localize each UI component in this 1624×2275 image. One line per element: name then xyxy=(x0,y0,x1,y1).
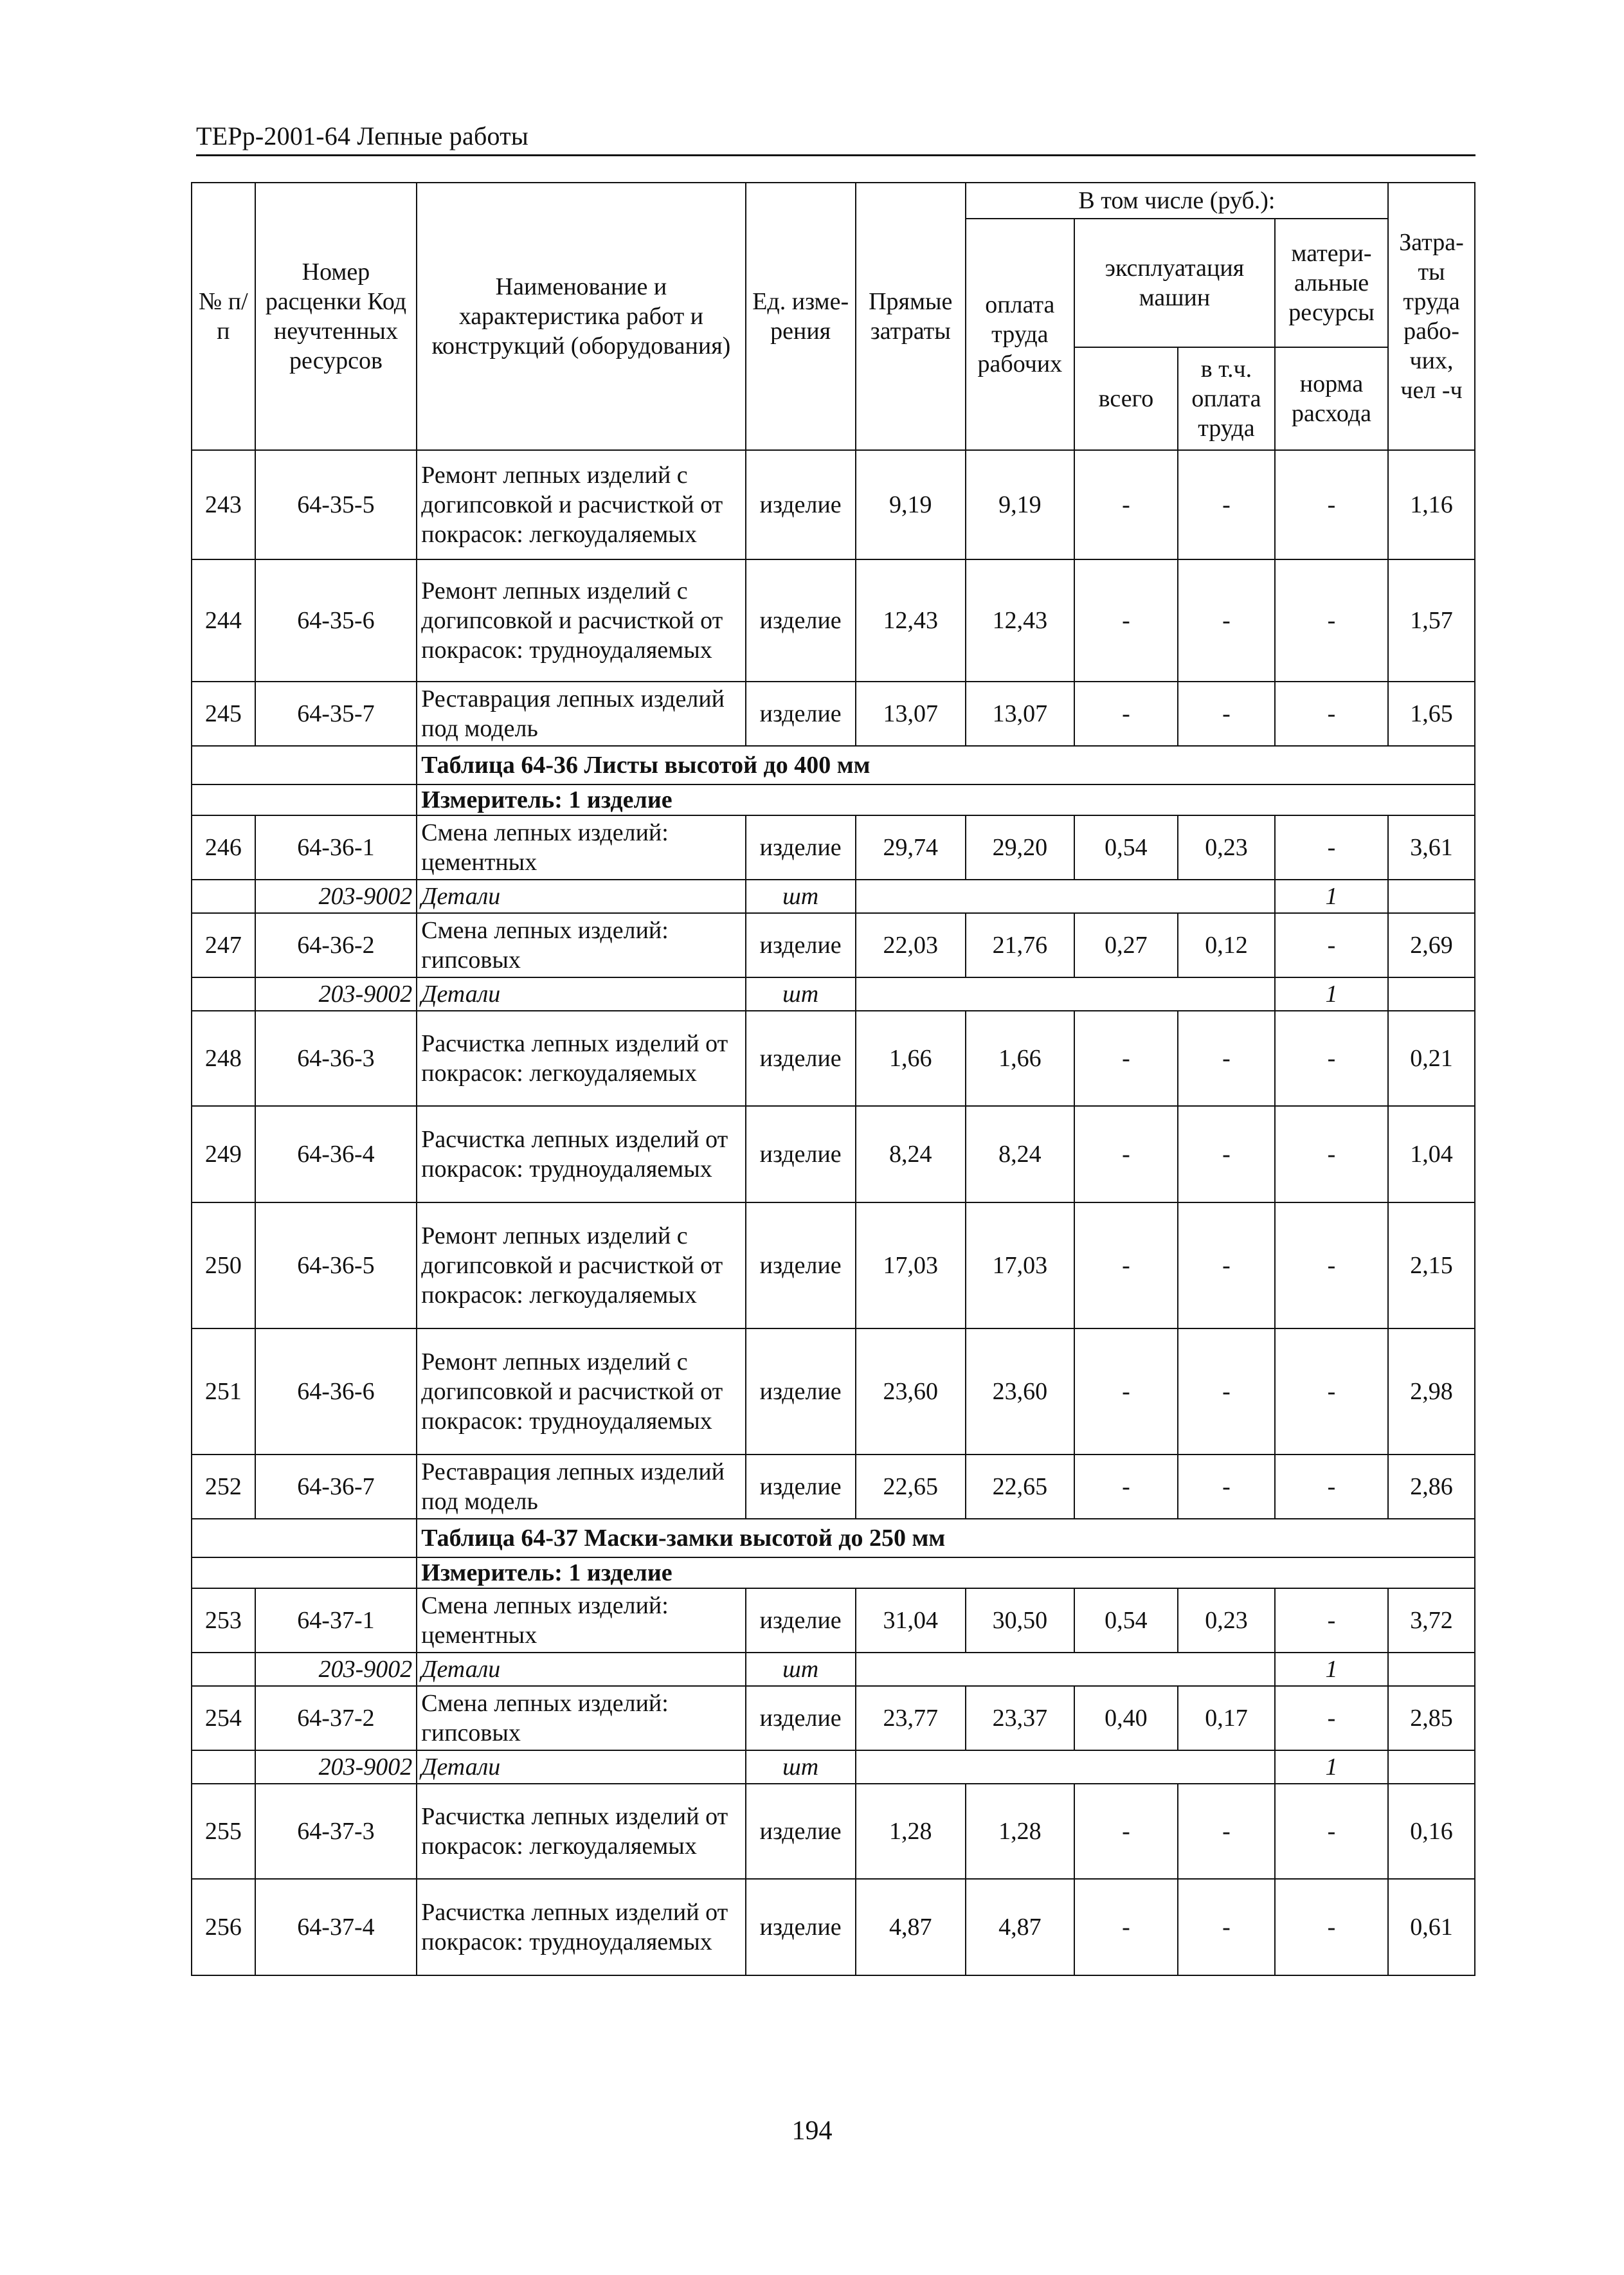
resource-code: 203-9002 xyxy=(255,880,417,913)
page-number: 194 xyxy=(791,2116,833,2146)
resource-norm: 1 xyxy=(1275,1750,1388,1784)
empty-cell xyxy=(1388,977,1475,1011)
machines-total: 0,54 xyxy=(1074,1588,1178,1653)
machines-total: - xyxy=(1074,450,1178,559)
work-name: Ремонт лепных изделий с догипсовкой и расчисткой от покрасок: трудноудаляемых xyxy=(417,559,745,682)
work-name: Смена лепных изделий: цементных xyxy=(417,1588,745,1653)
materials: - xyxy=(1275,559,1388,682)
col-header-labor-pay: оплата труда рабочих xyxy=(966,219,1074,450)
materials: - xyxy=(1275,913,1388,977)
table-row xyxy=(192,682,1475,746)
work-name: Смена лепных изделий: цементных xyxy=(417,815,745,880)
table-row xyxy=(192,815,1475,880)
col-header-mat-norm: норма расхода xyxy=(1275,347,1388,450)
materials: - xyxy=(1275,1455,1388,1519)
section-title: Таблица 64-36 Листы высотой до 400 мм xyxy=(417,746,1475,784)
table-row xyxy=(192,913,1475,977)
empty-cell xyxy=(192,746,417,784)
unit: изделие xyxy=(746,1328,856,1455)
machines-labor-pay: - xyxy=(1178,1106,1275,1202)
machines-total: - xyxy=(1074,1784,1178,1879)
direct-costs: 23,60 xyxy=(856,1328,966,1455)
resource-row xyxy=(192,977,1475,1011)
section-row xyxy=(192,1519,1475,1557)
row-number: 251 xyxy=(192,1328,255,1455)
labor-pay: 13,07 xyxy=(966,682,1074,746)
unit: изделие xyxy=(746,1879,856,1975)
labor-pay: 1,28 xyxy=(966,1784,1074,1879)
labor-pay: 21,76 xyxy=(966,913,1074,977)
table-row xyxy=(192,1328,1475,1455)
resource-norm: 1 xyxy=(1275,1653,1388,1686)
machines-total: 0,40 xyxy=(1074,1686,1178,1750)
rate-code: 64-36-5 xyxy=(255,1202,417,1328)
resource-name: Детали xyxy=(417,880,745,913)
empty-cell xyxy=(1388,1653,1475,1686)
labor-hours: 0,21 xyxy=(1388,1011,1475,1106)
rate-code: 64-36-2 xyxy=(255,913,417,977)
machines-labor-pay: 0,17 xyxy=(1178,1686,1275,1750)
rate-code: 64-35-6 xyxy=(255,559,417,682)
machines-labor-pay: - xyxy=(1178,1455,1275,1519)
work-name: Расчистка лепных изделий от покрасок: легкоудаляемых xyxy=(417,1784,745,1879)
rate-code: 64-36-4 xyxy=(255,1106,417,1202)
row-number: 254 xyxy=(192,1686,255,1750)
unit: изделие xyxy=(746,815,856,880)
labor-hours: 3,61 xyxy=(1388,815,1475,880)
empty-cell xyxy=(192,977,255,1011)
table-row xyxy=(192,1879,1475,1975)
labor-pay: 23,60 xyxy=(966,1328,1074,1455)
empty-cell xyxy=(856,1653,1275,1686)
resource-row xyxy=(192,1750,1475,1784)
unit: изделие xyxy=(746,913,856,977)
resource-code: 203-9002 xyxy=(255,1750,417,1784)
labor-hours: 1,57 xyxy=(1388,559,1475,682)
unit: изделие xyxy=(746,1588,856,1653)
labor-pay: 9,19 xyxy=(966,450,1074,559)
direct-costs: 1,66 xyxy=(856,1011,966,1106)
empty-cell xyxy=(192,880,255,913)
col-header-incl: В том числе (руб.): xyxy=(966,183,1388,219)
empty-cell xyxy=(192,1519,417,1557)
materials: - xyxy=(1275,1588,1388,1653)
measure-row xyxy=(192,1557,1475,1588)
unit: изделие xyxy=(746,1686,856,1750)
work-name: Ремонт лепных изделий с догипсовкой и расчисткой от покрасок: легкоудаляемых xyxy=(417,1202,745,1328)
rate-code: 64-37-1 xyxy=(255,1588,417,1653)
empty-cell xyxy=(856,977,1275,1011)
materials: - xyxy=(1275,1328,1388,1455)
machines-labor-pay: 0,23 xyxy=(1178,815,1275,880)
machines-total: 0,27 xyxy=(1074,913,1178,977)
measure-row xyxy=(192,784,1475,815)
empty-cell xyxy=(1388,1750,1475,1784)
direct-costs: 4,87 xyxy=(856,1879,966,1975)
col-header-direct: Прямые затраты xyxy=(856,183,966,450)
row-number: 252 xyxy=(192,1455,255,1519)
col-header-name: Наименование и характеристика работ и конструкций (оборудования) xyxy=(417,183,745,450)
machines-labor-pay: - xyxy=(1178,682,1275,746)
work-name: Расчистка лепных изделий от покрасок: трудноудаляемых xyxy=(417,1879,745,1975)
rate-code: 64-37-3 xyxy=(255,1784,417,1879)
materials: - xyxy=(1275,1784,1388,1879)
direct-costs: 12,43 xyxy=(856,559,966,682)
table-row xyxy=(192,1588,1475,1653)
labor-pay: 22,65 xyxy=(966,1455,1074,1519)
row-number: 243 xyxy=(192,450,255,559)
labor-hours: 0,16 xyxy=(1388,1784,1475,1879)
rate-code: 64-35-5 xyxy=(255,450,417,559)
row-number: 255 xyxy=(192,1784,255,1879)
section-row xyxy=(192,746,1475,784)
col-header-unit: Ед. изме-рения xyxy=(746,183,856,450)
direct-costs: 17,03 xyxy=(856,1202,966,1328)
empty-cell xyxy=(856,1750,1275,1784)
labor-pay: 8,24 xyxy=(966,1106,1074,1202)
row-number: 244 xyxy=(192,559,255,682)
labor-pay: 4,87 xyxy=(966,1879,1074,1975)
unit: изделие xyxy=(746,450,856,559)
rate-code: 64-36-7 xyxy=(255,1455,417,1519)
col-header-mach-labor: в т.ч. оплата труда xyxy=(1178,347,1275,450)
labor-pay: 23,37 xyxy=(966,1686,1074,1750)
machines-total: - xyxy=(1074,1106,1178,1202)
unit: изделие xyxy=(746,559,856,682)
materials: - xyxy=(1275,815,1388,880)
rate-code: 64-36-1 xyxy=(255,815,417,880)
col-header-mach-total: всего xyxy=(1074,347,1178,450)
resource-norm: 1 xyxy=(1275,880,1388,913)
row-number: 246 xyxy=(192,815,255,880)
empty-cell xyxy=(1388,880,1475,913)
work-name: Реставрация лепных изделий под модель xyxy=(417,1455,745,1519)
work-name: Ремонт лепных изделий с догипсовкой и расчисткой от покрасок: трудноудаляемых xyxy=(417,1328,745,1455)
direct-costs: 13,07 xyxy=(856,682,966,746)
labor-hours: 2,86 xyxy=(1388,1455,1475,1519)
col-header-num: № п/п xyxy=(192,183,255,450)
direct-costs: 22,03 xyxy=(856,913,966,977)
work-name: Смена лепных изделий: гипсовых xyxy=(417,913,745,977)
materials: - xyxy=(1275,682,1388,746)
direct-costs: 22,65 xyxy=(856,1455,966,1519)
machines-labor-pay: - xyxy=(1178,1879,1275,1975)
materials: - xyxy=(1275,1202,1388,1328)
resource-code: 203-9002 xyxy=(255,1653,417,1686)
materials: - xyxy=(1275,450,1388,559)
machines-labor-pay: 0,23 xyxy=(1178,1588,1275,1653)
col-header-labor-hours: Затра-ты труда рабо-чих, чел -ч xyxy=(1388,183,1475,450)
table-row xyxy=(192,1686,1475,1750)
materials: - xyxy=(1275,1106,1388,1202)
labor-hours: 0,61 xyxy=(1388,1879,1475,1975)
machines-labor-pay: - xyxy=(1178,1011,1275,1106)
row-number: 245 xyxy=(192,682,255,746)
rate-code: 64-37-2 xyxy=(255,1686,417,1750)
machines-labor-pay: - xyxy=(1178,1328,1275,1455)
rate-code: 64-37-4 xyxy=(255,1879,417,1975)
resource-name: Детали xyxy=(417,1653,745,1686)
machines-labor-pay: - xyxy=(1178,450,1275,559)
unit: изделие xyxy=(746,1202,856,1328)
rate-code: 64-35-7 xyxy=(255,682,417,746)
section-title: Таблица 64-37 Маски-замки высотой до 250 мм xyxy=(417,1519,1475,1557)
machines-total: - xyxy=(1074,1328,1178,1455)
resource-unit: шт xyxy=(746,1750,856,1784)
resource-name: Детали xyxy=(417,977,745,1011)
row-number: 256 xyxy=(192,1879,255,1975)
resource-row xyxy=(192,1653,1475,1686)
direct-costs: 8,24 xyxy=(856,1106,966,1202)
resource-code: 203-9002 xyxy=(255,977,417,1011)
measure-unit: Измеритель: 1 изделие xyxy=(417,784,1475,815)
machines-total: - xyxy=(1074,682,1178,746)
col-header-machines: эксплуатация машин xyxy=(1074,219,1275,347)
row-number: 248 xyxy=(192,1011,255,1106)
resource-norm: 1 xyxy=(1275,977,1388,1011)
labor-hours: 1,16 xyxy=(1388,450,1475,559)
rate-code: 64-36-6 xyxy=(255,1328,417,1455)
measure-unit: Измеритель: 1 изделие xyxy=(417,1557,1475,1588)
labor-pay: 30,50 xyxy=(966,1588,1074,1653)
direct-costs: 9,19 xyxy=(856,450,966,559)
rates-table xyxy=(191,182,1475,1976)
work-name: Ремонт лепных изделий с догипсовкой и расчисткой от покрасок: легкоудаляемых xyxy=(417,450,745,559)
direct-costs: 31,04 xyxy=(856,1588,966,1653)
unit: изделие xyxy=(746,682,856,746)
direct-costs: 1,28 xyxy=(856,1784,966,1879)
unit: изделие xyxy=(746,1106,856,1202)
machines-labor-pay: - xyxy=(1178,1202,1275,1328)
machines-total: 0,54 xyxy=(1074,815,1178,880)
resource-unit: шт xyxy=(746,1653,856,1686)
resource-unit: шт xyxy=(746,880,856,913)
labor-hours: 3,72 xyxy=(1388,1588,1475,1653)
header-divider xyxy=(196,154,1475,156)
work-name: Реставрация лепных изделий под модель xyxy=(417,682,745,746)
unit: изделие xyxy=(746,1455,856,1519)
table-row xyxy=(192,1784,1475,1879)
table-row xyxy=(192,1202,1475,1328)
resource-row xyxy=(192,880,1475,913)
machines-total: - xyxy=(1074,1455,1178,1519)
machines-labor-pay: 0,12 xyxy=(1178,913,1275,977)
table-row xyxy=(192,1455,1475,1519)
machines-labor-pay: - xyxy=(1178,559,1275,682)
machines-labor-pay: - xyxy=(1178,1784,1275,1879)
materials: - xyxy=(1275,1011,1388,1106)
header-row-1 xyxy=(192,183,1475,219)
work-name: Смена лепных изделий: гипсовых xyxy=(417,1686,745,1750)
labor-pay: 17,03 xyxy=(966,1202,1074,1328)
col-header-materials: матери-альные ресурсы xyxy=(1275,219,1388,347)
row-number: 249 xyxy=(192,1106,255,1202)
labor-hours: 2,98 xyxy=(1388,1328,1475,1455)
unit: изделие xyxy=(746,1784,856,1879)
row-number: 253 xyxy=(192,1588,255,1653)
labor-hours: 1,04 xyxy=(1388,1106,1475,1202)
materials: - xyxy=(1275,1879,1388,1975)
rate-code: 64-36-3 xyxy=(255,1011,417,1106)
labor-pay: 12,43 xyxy=(966,559,1074,682)
table-row xyxy=(192,559,1475,682)
machines-total: - xyxy=(1074,559,1178,682)
work-name: Расчистка лепных изделий от покрасок: трудноудаляемых xyxy=(417,1106,745,1202)
empty-cell xyxy=(192,784,417,815)
empty-cell xyxy=(192,1557,417,1588)
empty-cell xyxy=(192,1750,255,1784)
row-number: 250 xyxy=(192,1202,255,1328)
table-row xyxy=(192,450,1475,559)
work-name: Расчистка лепных изделий от покрасок: легкоудаляемых xyxy=(417,1011,745,1106)
labor-hours: 2,85 xyxy=(1388,1686,1475,1750)
labor-hours: 2,69 xyxy=(1388,913,1475,977)
materials: - xyxy=(1275,1686,1388,1750)
table-row xyxy=(192,1106,1475,1202)
empty-cell xyxy=(856,880,1275,913)
labor-pay: 1,66 xyxy=(966,1011,1074,1106)
machines-total: - xyxy=(1074,1202,1178,1328)
machines-total: - xyxy=(1074,1879,1178,1975)
resource-unit: шт xyxy=(746,977,856,1011)
table-row xyxy=(192,1011,1475,1106)
labor-pay: 29,20 xyxy=(966,815,1074,880)
machines-total: - xyxy=(1074,1011,1178,1106)
empty-cell xyxy=(192,1653,255,1686)
resource-name: Детали xyxy=(417,1750,745,1784)
direct-costs: 29,74 xyxy=(856,815,966,880)
row-number: 247 xyxy=(192,913,255,977)
labor-hours: 1,65 xyxy=(1388,682,1475,746)
labor-hours: 2,15 xyxy=(1388,1202,1475,1328)
direct-costs: 23,77 xyxy=(856,1686,966,1750)
col-header-code: Номер расценки Код неучтенных ресурсов xyxy=(255,183,417,450)
page-header: ТЕРр-2001-64 Лепные работы xyxy=(196,122,528,150)
unit: изделие xyxy=(746,1011,856,1106)
